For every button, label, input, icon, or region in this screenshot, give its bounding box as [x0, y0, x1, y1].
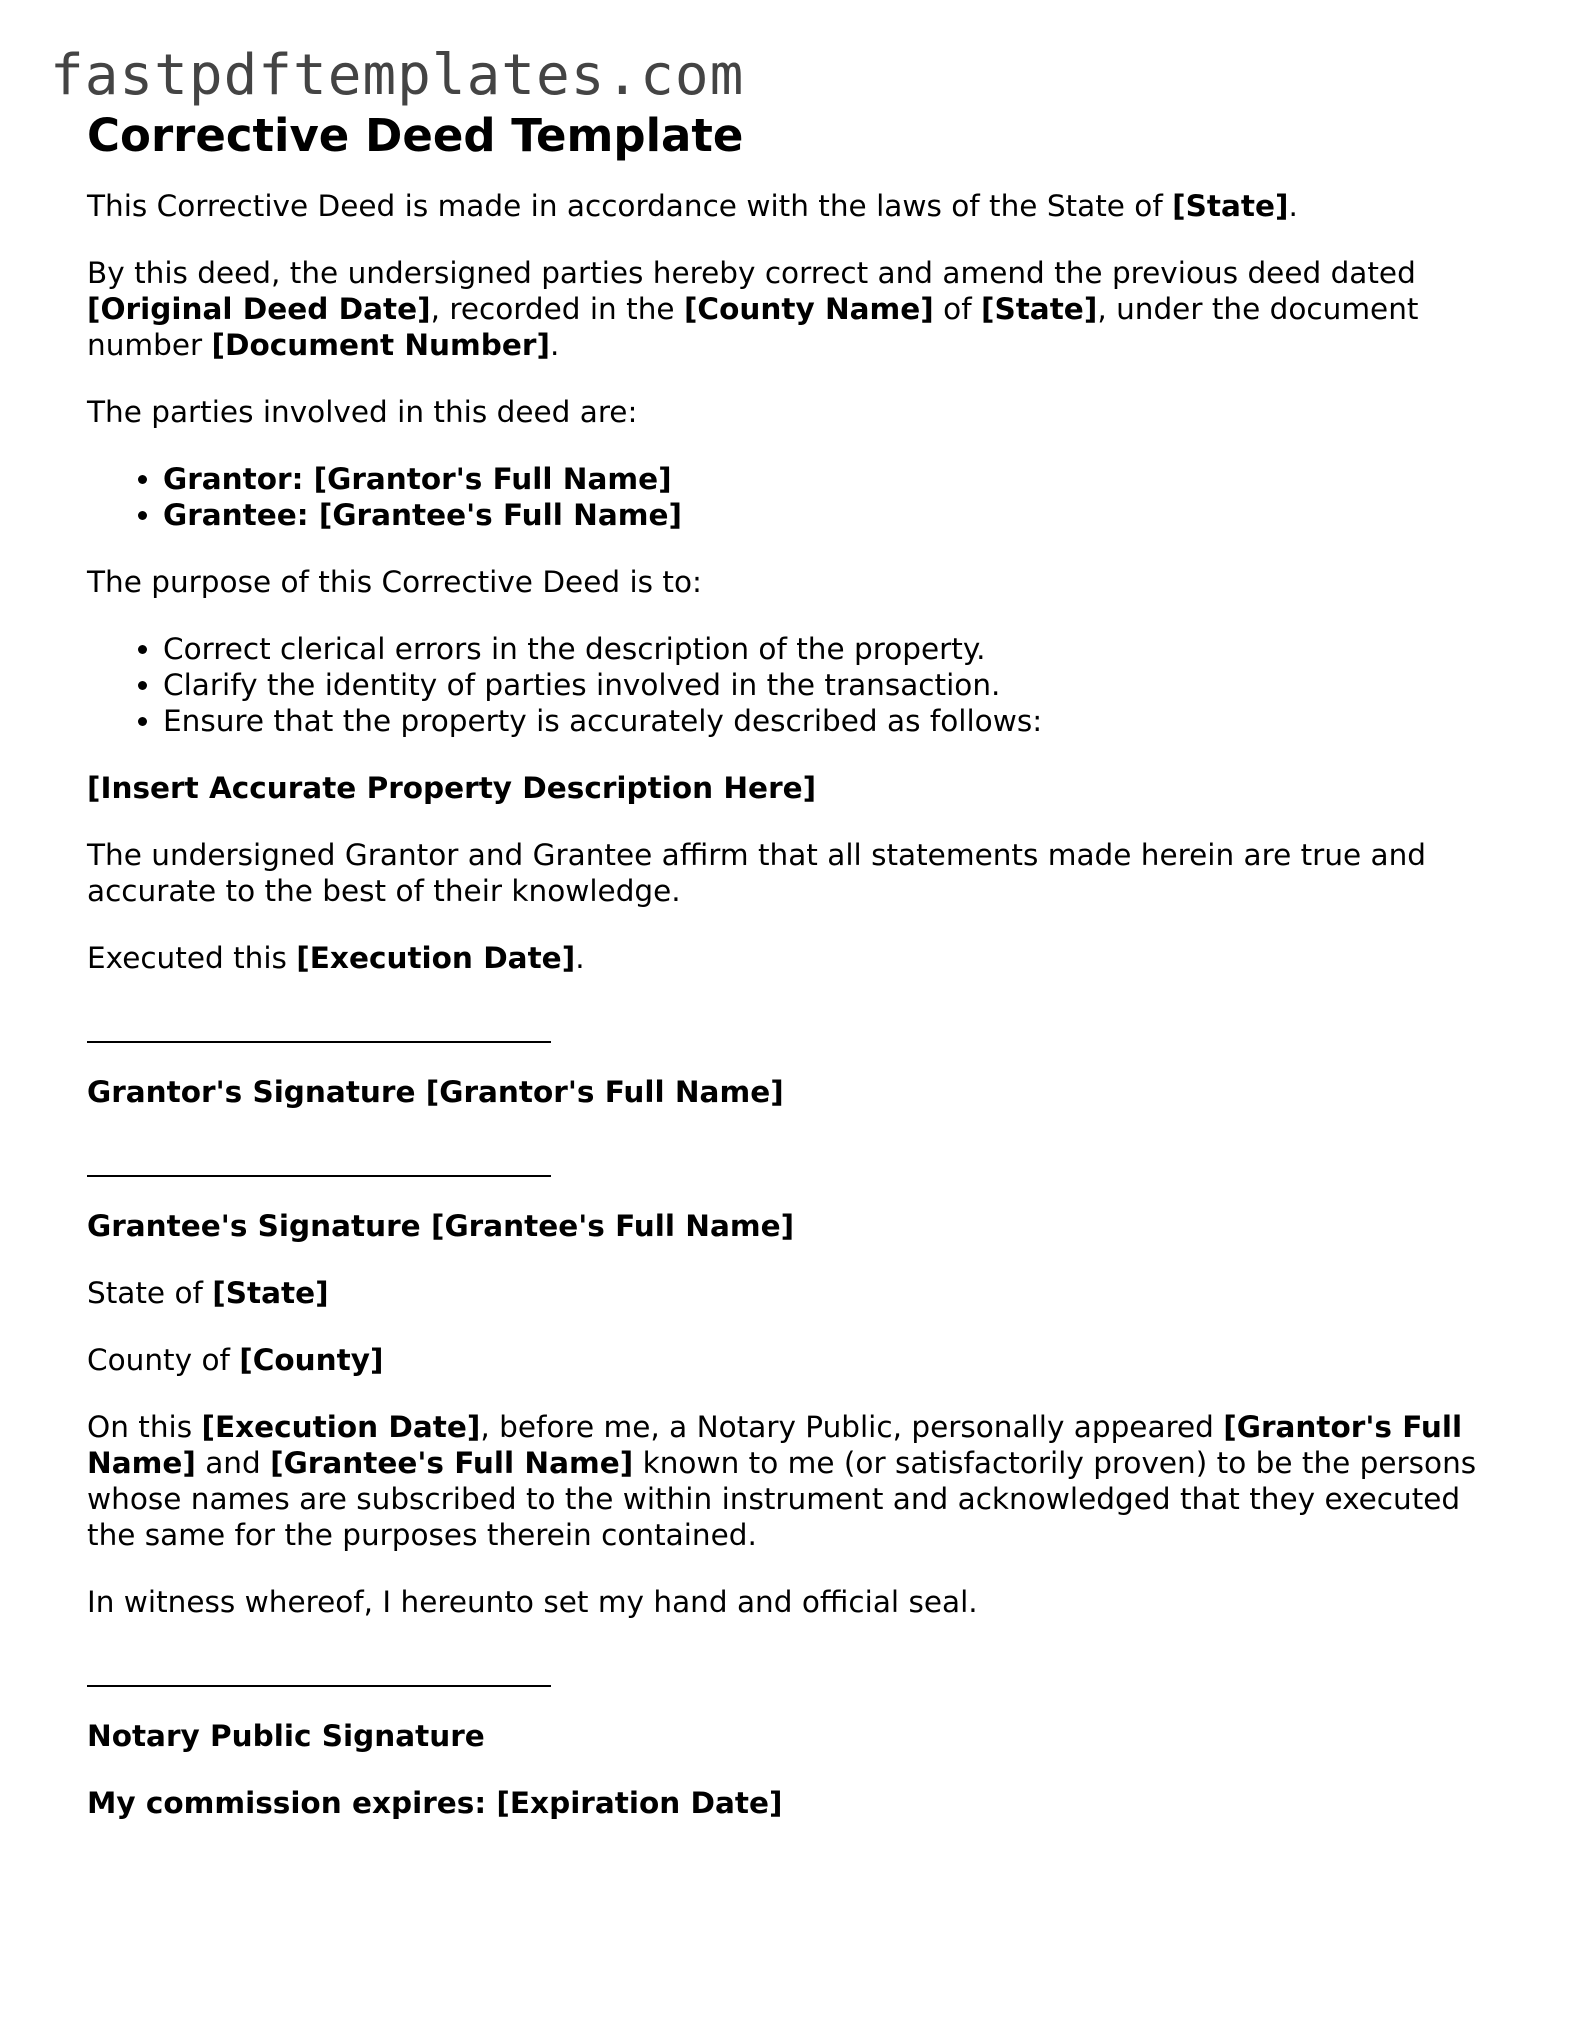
watermark-site-name: fastpdftemplates.com — [50, 43, 745, 108]
list-item: • Grantee: [Grantee's Full Name] — [163, 497, 1487, 533]
execution-date-placeholder: [Execution Date] — [201, 1410, 481, 1444]
state-line: State of [State] — [87, 1276, 329, 1310]
county-name-placeholder: [County Name] — [683, 292, 934, 326]
parties-list — [87, 461, 1487, 533]
county-placeholder: [County] — [239, 1343, 384, 1377]
parties-intro: The parties involved in this deed are: — [87, 395, 638, 429]
document-title: Corrective Deed Template — [87, 109, 744, 162]
document-number-placeholder: [Document Number] — [211, 328, 550, 362]
list-item: • Ensure that the property is accurately described as follows: — [163, 703, 1487, 739]
witness-paragraph: In witness whereof, I hereunto set my hand and official seal. — [87, 1585, 978, 1619]
execution-date-placeholder: [Execution Date] — [296, 941, 576, 975]
correction-paragraph: By this deed, the undersigned parties hereby correct and amend the previous deed dated [Original Deed Date], recorded in the [County Name] of [State], under the document number [Document Number]. — [87, 256, 1419, 362]
purpose-list — [87, 631, 1487, 739]
list-item: • Grantor: [Grantor's Full Name] — [163, 461, 1487, 497]
state-placeholder: [State] — [212, 1276, 329, 1310]
intro-paragraph: This Corrective Deed is made in accordance with the laws of the State of [State]. — [87, 189, 1298, 223]
original-deed-date-placeholder: [Original Deed Date] — [87, 292, 431, 326]
notary-acknowledgment-paragraph: On this [Execution Date], before me, a Notary Public, personally appeared [Grantor's Full Name] and [Grantee's Full Name] known to me (or satisfactorily proven) to be the persons whose names are subscribed to the within instrument and acknowledged that they executed the same for the purposes therein contained. — [87, 1410, 1477, 1552]
grantee-name-placeholder: [Grantee's Full Name] — [270, 1446, 634, 1480]
county-line: County of [County] — [87, 1343, 384, 1377]
list-item: • Correct clerical errors in the description of the property. — [163, 631, 1487, 667]
deed-document — [87, 108, 1487, 1852]
grantee-signature-line[interactable] — [87, 1141, 551, 1177]
purpose-intro: The purpose of this Corrective Deed is to: — [87, 565, 702, 599]
state-placeholder: [State] — [980, 292, 1098, 326]
list-item: • Clarify the identity of parties involved in the transaction. — [163, 667, 1487, 703]
grantor-name-placeholder: [Grantor's Full Name] — [87, 1410, 1463, 1480]
grantee-signature-label: Grantee's Signature [Grantee's Full Name] — [87, 1209, 795, 1243]
executed-line: Executed this [Execution Date]. — [87, 941, 585, 975]
notary-signature-line[interactable] — [87, 1651, 551, 1687]
grantor-signature-line[interactable] — [87, 1007, 551, 1043]
property-description-placeholder: [Insert Accurate Property Description Here] — [87, 771, 817, 805]
affirmation-paragraph: The undersigned Grantor and Grantee affirm that all statements made herein are true and accurate to the best of their knowledge. — [87, 838, 1427, 908]
grantor-signature-label: Grantor's Signature [Grantor's Full Name] — [87, 1075, 784, 1109]
commission-expiration-line: My commission expires: [Expiration Date] — [87, 1786, 783, 1820]
notary-signature-label: Notary Public Signature — [87, 1719, 485, 1753]
state-placeholder: [State] — [1172, 189, 1289, 223]
